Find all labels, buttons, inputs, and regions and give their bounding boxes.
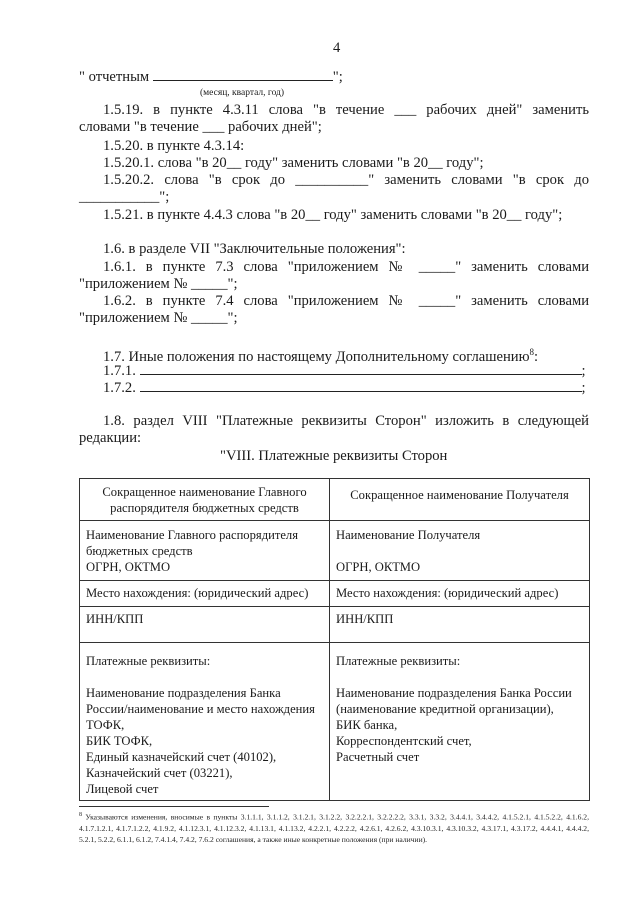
table-row (80, 521, 590, 581)
clause-1-8: 1.8. раздел VIII "Платежные реквизиты Сторон" изложить в следующей (103, 413, 589, 429)
header-left-cell: Сокращенное наименование Главного распорядителя бюджетных средств (80, 479, 330, 521)
line-reporting: " отчетным "; (79, 69, 343, 85)
clause-1-8-cont: редакции: (79, 430, 142, 446)
clause-1-6-2-cont: "приложением № _____"; (79, 310, 238, 326)
clause-1-6: 1.6. в разделе VII "Заключительные положения": (103, 241, 406, 257)
section-title: "VIII. Платежные реквизиты Сторон (220, 448, 448, 464)
clause-1-5-19-cont: словами "в течение ___ рабочих дней"; (79, 119, 322, 135)
cell-bank-right: Платежные реквизиты: Наименование подразделения Банка России (наименование кредитной организации), БИК банка, Корреспондентский счет, Расчетный счет (330, 643, 590, 801)
cell-name-left: Наименование Главного распорядителя бюджетных средств ОГРН, ОКТМО (80, 521, 330, 581)
cell-address-right: Место нахождения: (юридический адрес) (330, 581, 590, 607)
footnote: $^8$ Указываются изменения, вносимые в пункты 3.1.1.1, 3.1.1.2, 3.1.2.1, 3.1.2.2, 3.2.2.2.1, 3.2.2.2.2, 3.3.1, 3.3.2, 3.4.4.1, 3.4.4.2, 4.1.5.2.1, 4.1.5.2.2, 4.1.6.2, 4.1.7.1.2.1, 4.1.7.1.2.2, 4.1.9.2, 4.1.12.3.1, 4.1.12.3.2, 4.1.13.1, 4.1.13.2, 4.2.2.1, 4.2.2.2, 4.2.6.1, 4.2.6.2, 4.3.10.3.1, 4.3.10.3.2, 4.3.17.1, 4.3.17.2, 4.4.4.1, 4.4.4.2, 5.2.1, 5.2.2, 6.1.1, 6.1.2, 7.4.1.4, 7.4.2, 7.6.2 соглашения, а также иные конкретные положения (при наличии). (79, 812, 589, 844)
cell-inn-left: ИНН/КПП (80, 607, 330, 643)
requisites-table (79, 478, 590, 801)
table-row (80, 643, 590, 801)
clause-1-5-20-2-cont: ___________"; (79, 189, 170, 205)
clause-1-7-2: 1.7.2. ; (103, 380, 586, 396)
cell-bank-left: Платежные реквизиты: Наименование подразделения Банка России/наименование и место нахождения ТОФК, БИК ТОФК, Единый казначейский счет (40102), Казначейский счет (03221), Лицевой счет (80, 643, 330, 801)
clause-1-6-1: 1.6.1. в пункте 7.3 слова "приложением № _____" заменить словами (103, 259, 589, 275)
clause-1-6-1-cont: "приложением № _____"; (79, 276, 238, 292)
cell-inn-right: ИНН/КПП (330, 607, 590, 643)
table-row (80, 607, 590, 643)
clause-1-5-19: 1.5.19. в пункте 4.3.11 слова "в течение ___ рабочих дней" заменить (103, 102, 589, 118)
table-row (80, 479, 590, 521)
footnote-divider (79, 806, 269, 807)
reporting-subcaption: (месяц, квартал, год) (200, 88, 285, 98)
clause-1-5-20: 1.5.20. в пункте 4.3.14: (103, 138, 245, 154)
clause-1-5-20-1: 1.5.20.1. слова "в 20__ году" заменить словами "в 20__ году"; (103, 155, 484, 171)
clause-1-6-2: 1.6.2. в пункте 7.4 слова "приложением № _____" заменить словами (103, 293, 589, 309)
header-right-cell: Сокращенное наименование Получателя (330, 479, 590, 521)
clause-1-7-1: 1.7.1. ; (103, 363, 586, 379)
clause-1-7: 1.7. Иные положения по настоящему Дополнительному соглашению$^8$: (103, 347, 539, 365)
cell-address-left: Место нахождения: (юридический адрес) (80, 581, 330, 607)
page-number: 4 (333, 40, 341, 56)
clause-1-5-20-2: 1.5.20.2. слова "в срок до __________" заменить словами "в срок до (103, 172, 589, 188)
cell-name-right: Наименование Получателя ОГРН, ОКТМО (330, 521, 590, 581)
table-row (80, 581, 590, 607)
clause-1-5-21: 1.5.21. в пункте 4.4.3 слова "в 20__ году" заменить словами "в 20__ году"; (103, 207, 563, 223)
